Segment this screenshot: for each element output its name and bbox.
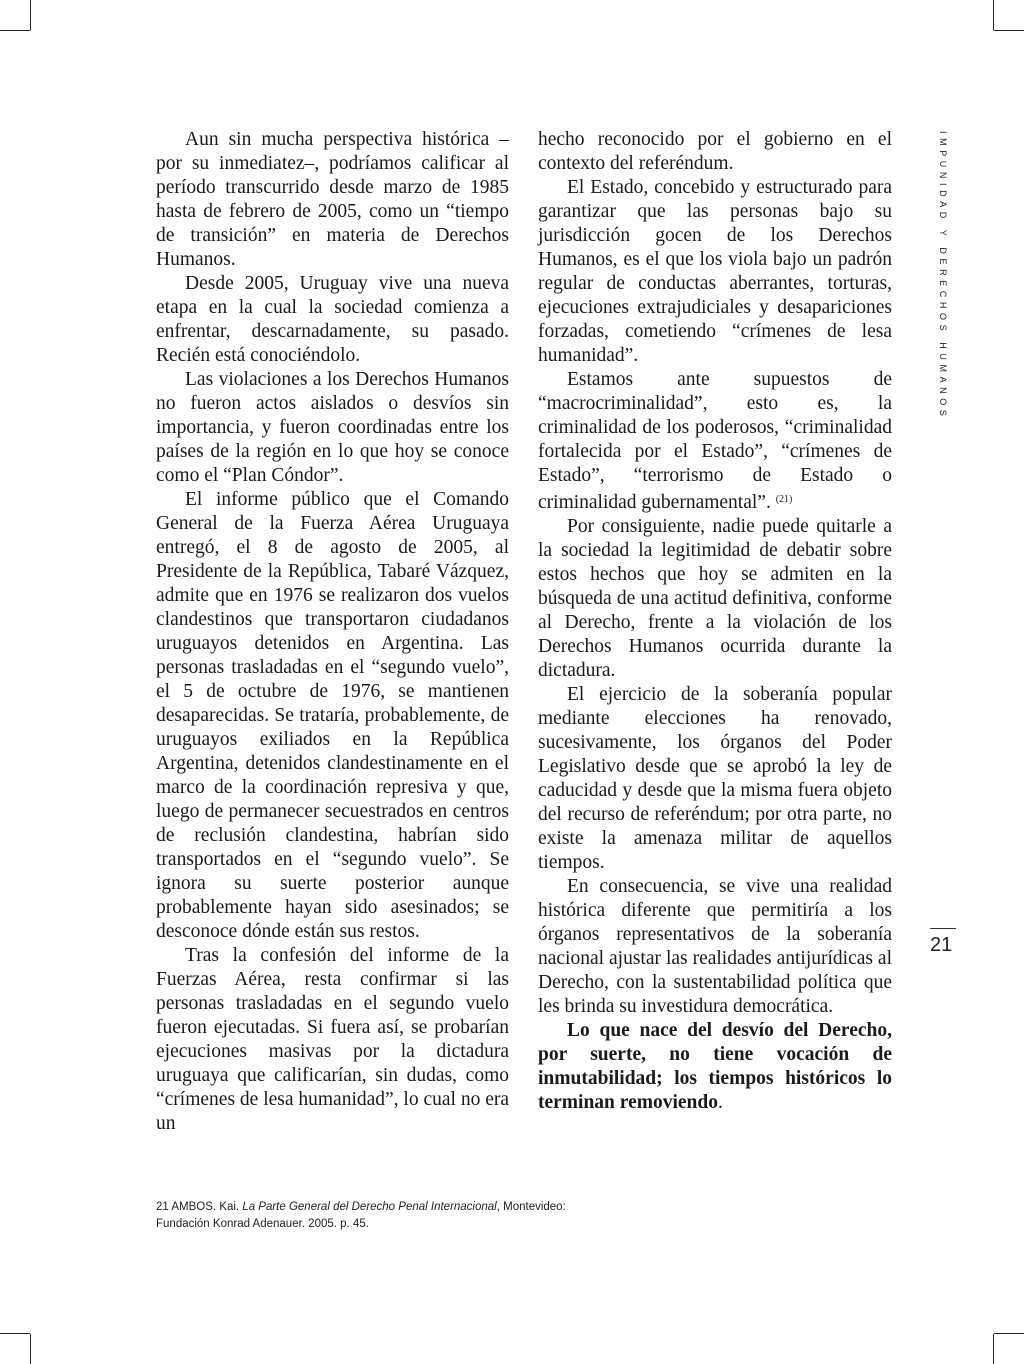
paragraph: Desde 2005, Uruguay vive una nueva etapa en la cual la sociedad comienza a enfrentar, descarnadamente, su pasado. Recién está conociéndolo. [156,273,509,366]
footnote-prefix: 21 AMBOS. Kai. [156,1201,243,1213]
crop-mark [30,0,31,30]
closing-paragraph [538,1019,892,1115]
left-column [156,128,509,1136]
paragraph: El ejercicio de la soberanía popular mediante elecciones ha renovado, sucesivamente, los órganos del Poder Legislativo desde que se aprobó la ley de caducidad y desde que la misma fuera objeto del recurso de referéndum; por otra parte, no existe la amenaza militar de aquellos tiempos. [538,684,892,873]
paragraph: Tras la confesión del informe de la Fuerzas Aérea, resta confirmar si las personas trasladadas en el segundo vuelo fueron ejecutadas. Si fuera así, se probarían ejecuciones masivas por la dictadura uruguaya que calificarían, sin dudas, como “crímenes de lesa humanidad”, lo cual no era un [156,945,510,1134]
crop-mark [994,1333,1024,1334]
footnote-reference: (21) [775,494,793,505]
crop-mark [0,1333,30,1334]
crop-mark [993,0,994,30]
footnote [156,1199,576,1233]
crop-mark [994,30,1024,31]
bold-statement: Lo que nace del desvío del Derecho, por suerte, no tiene vocación de inmutabilidad; los tiempos históricos lo terminan removiendo [538,1020,892,1113]
page-number: 21 [930,934,953,956]
paragraph-text: Estamos ante supuestos de “macrocriminalidad”, esto es, la criminalidad de los poderosos, “criminalidad fortalecida por el Estado”, “crímenes de Estado”, “terrorismo de Estado o criminalidad gubernamental”. [538,369,892,513]
paragraph: Aun sin mucha perspectiva histórica –por su inmediatez–, podríamos calificar al período transcurrido desde marzo de 1985 hasta de febrero de 2005, como un “tiempo de transición” en materia de Derechos Humanos. [156,129,509,270]
paragraph: El informe público que el Comando General de la Fuerza Aérea Uruguaya entregó, el 8 de agosto de 2005, al Presidente de la República, Tabaré Vázquez, admite que en 1976 se realizaron dos vuelos clandestinos que transportaron ciudadanos uruguayos detenidos en Argentina. Las personas trasladadas en el “segundo vuelo”, el 5 de octubre de 1976, se mantienen desaparecidas. Se trataría, probablemente, de uruguayos exiliados en la República Argentina, detenidos clandestinamente en el marco de la coordinación represiva y que, luego de permanecer secuestrados en centros de reclusión clandestina, habrían sido transportados en el “segundo vuelo”. Se ignora su suerte posterior aunque probablemente hayan sido asesinados; se desconoce dónde están sus restos. [156,489,509,942]
crop-mark [0,30,30,31]
running-head: IMPUNIDAD Y DERECHOS HUMANOS [938,131,948,421]
footnote-suffix: , Montevideo: Fundación Konrad Adenauer. 2005. p. 45. [156,1201,566,1230]
paragraph: El Estado, concebido y estructurado para garantizar que las personas bajo su jurisdicción gocen de los Derechos Humanos, es el que los viola bajo un padrón regular de conductas aberrantes, torturas, ejecuciones extrajudiciales y desapariciones forzadas, cometiendo “crímenes de lesa humanidad”. [538,177,892,366]
paragraph: hecho reconocido por el gobierno en el contexto del referéndum. [538,129,892,174]
closing-period: . [718,1092,723,1113]
paragraph [538,368,892,515]
footnote-title: La Parte General del Derecho Penal Internacional [242,1201,497,1213]
crop-mark [30,1334,31,1364]
paragraph: Por consiguiente, nadie puede quitarle a la sociedad la legitimidad de debatir sobre estos hechos que hoy se admiten en la búsqueda de una actitud definitiva, conforme al Derecho, frente a la violación de los Derechos Humanos ocurrida durante la dictadura. [538,516,892,681]
page-number-rule [930,928,956,929]
paragraph: En consecuencia, se vive una realidad histórica diferente que permitiría a los órganos representativos de la soberanía nacional ajustar las realidades antijurídicas al Derecho, con la sustentabilidad política que les brinda su investidura democrática. [538,876,892,1017]
crop-mark [993,1334,994,1364]
paragraph: Las violaciones a los Derechos Humanos no fueron actos aislados o desvíos sin importancia, y fueron coordinadas entre los países de la región en lo que hoy se conoce como el “Plan Cóndor”. [156,369,509,486]
right-column [538,128,892,1115]
